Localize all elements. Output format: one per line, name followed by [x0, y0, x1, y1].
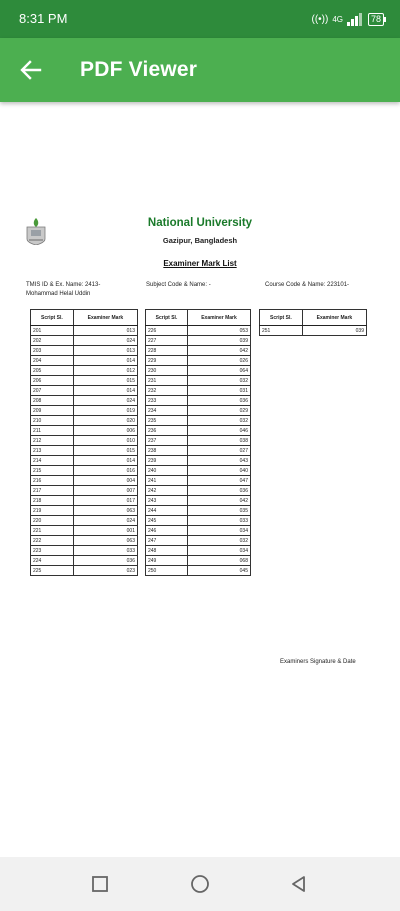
script-serial-cell: 224	[31, 556, 74, 566]
table-row	[31, 526, 138, 536]
examiner-mark-cell: 047	[188, 476, 251, 486]
script-column-header: Script Sl.	[260, 310, 303, 326]
mark-table-1	[30, 309, 138, 576]
examiner-mark-cell: 042	[188, 496, 251, 506]
recents-button[interactable]	[90, 874, 110, 894]
script-serial-cell: 239	[146, 456, 188, 466]
script-serial-cell: 223	[31, 546, 74, 556]
table-row	[146, 536, 251, 546]
table-row	[146, 496, 251, 506]
script-serial-cell: 227	[146, 336, 188, 346]
table-row	[31, 456, 138, 466]
script-serial-cell: 243	[146, 496, 188, 506]
square-icon	[90, 874, 110, 894]
script-serial-cell: 229	[146, 356, 188, 366]
script-serial-cell: 235	[146, 416, 188, 426]
table-row	[146, 386, 251, 396]
examiner-mark-cell: 042	[188, 346, 251, 356]
table-row	[31, 486, 138, 496]
table-row	[31, 516, 138, 526]
table-row	[146, 336, 251, 346]
script-serial-cell: 210	[31, 416, 74, 426]
script-serial-cell: 206	[31, 376, 74, 386]
script-serial-cell: 231	[146, 376, 188, 386]
examiner-mark-cell: 063	[73, 536, 137, 546]
table-row	[146, 436, 251, 446]
script-serial-cell: 216	[31, 476, 74, 486]
script-serial-cell: 241	[146, 476, 188, 486]
script-serial-cell: 226	[146, 326, 188, 336]
signal-icon	[347, 12, 364, 26]
university-location: Gazipur, Bangladesh	[162, 236, 238, 245]
table-row	[31, 356, 138, 366]
table-row	[146, 456, 251, 466]
examiner-info: TMIS ID & Ex. Name: 2413- Mohammad Helal Uddin	[26, 282, 101, 297]
battery-level: 78	[370, 13, 381, 24]
examiner-mark-cell: 063	[73, 506, 137, 516]
table-row	[146, 356, 251, 366]
examiner-mark-cell: 038	[188, 436, 251, 446]
script-serial-cell: 203	[31, 346, 74, 356]
script-serial-cell: 212	[31, 436, 74, 446]
examiner-mark-cell: 064	[188, 366, 251, 376]
mark-table-3	[259, 309, 367, 336]
script-serial-cell: 221	[31, 526, 74, 536]
examiner-mark-cell: 013	[73, 346, 137, 356]
examiner-mark-cell: 006	[73, 426, 137, 436]
table-row	[146, 366, 251, 376]
table-row	[146, 446, 251, 456]
table-row	[31, 416, 138, 426]
nav-back-button[interactable]	[289, 874, 309, 894]
examiner-mark-cell: 024	[73, 336, 137, 346]
table-row	[146, 506, 251, 516]
table-row	[31, 556, 138, 566]
examiner-mark-cell: 039	[302, 326, 366, 336]
examiner-mark-cell: 032	[188, 536, 251, 546]
table-row	[31, 376, 138, 386]
script-serial-cell: 207	[31, 386, 74, 396]
network-type: 4G	[332, 14, 343, 24]
examiner-mark-cell: 024	[73, 396, 137, 406]
examiner-mark-cell: 012	[73, 366, 137, 376]
script-serial-cell: 222	[31, 536, 74, 546]
table-row	[31, 436, 138, 446]
status-bar	[0, 0, 400, 38]
table-row	[146, 486, 251, 496]
script-serial-cell: 248	[146, 546, 188, 556]
script-serial-cell: 208	[31, 396, 74, 406]
examiner-mark-cell: 016	[73, 466, 137, 476]
examiner-mark-cell: 036	[188, 396, 251, 406]
script-serial-cell: 214	[31, 456, 74, 466]
status-time: 8:31 PM	[19, 11, 68, 26]
script-serial-cell: 247	[146, 536, 188, 546]
navigation-bar	[0, 857, 400, 911]
subject-info: Subject Code & Name: -	[146, 282, 211, 288]
script-serial-cell: 230	[146, 366, 188, 376]
table-row	[146, 516, 251, 526]
examiner-mark-cell: 015	[73, 376, 137, 386]
script-serial-cell: 218	[31, 496, 74, 506]
examiner-mark-cell: 036	[188, 486, 251, 496]
script-serial-cell: 249	[146, 556, 188, 566]
examiner-mark-cell: 046	[188, 426, 251, 436]
script-serial-cell: 242	[146, 486, 188, 496]
script-serial-cell: 238	[146, 446, 188, 456]
hotspot-icon: ((•))	[311, 13, 329, 25]
table-row	[31, 446, 138, 456]
table-row	[31, 396, 138, 406]
table-row	[31, 476, 138, 486]
script-serial-cell: 245	[146, 516, 188, 526]
script-serial-cell: 246	[146, 526, 188, 536]
examiner-mark-cell: 017	[73, 496, 137, 506]
examiner-mark-cell: 023	[73, 566, 137, 576]
examiner-mark-cell: 029	[188, 406, 251, 416]
table-row	[260, 326, 367, 336]
table-row	[146, 326, 251, 336]
examiner-mark-cell: 053	[188, 326, 251, 336]
examiner-mark-cell: 033	[188, 516, 251, 526]
table-row	[31, 496, 138, 506]
script-serial-cell: 204	[31, 356, 74, 366]
table-row	[146, 426, 251, 436]
table-row	[31, 336, 138, 346]
script-serial-cell: 219	[31, 506, 74, 516]
table-row	[146, 396, 251, 406]
examiner-signature-label: Examiners Signature & Date	[280, 659, 356, 665]
script-serial-cell: 250	[146, 566, 188, 576]
university-name: National University	[147, 217, 253, 229]
script-serial-cell: 237	[146, 436, 188, 446]
table-row	[146, 556, 251, 566]
table-row	[31, 426, 138, 436]
examiner-mark-cell: 013	[73, 326, 137, 336]
examiner-mark-cell: 036	[73, 556, 137, 566]
mark-column-header: Examiner Mark	[188, 310, 251, 326]
examiner-mark-cell: 004	[73, 476, 137, 486]
table-row	[146, 416, 251, 426]
examiner-mark-cell: 033	[73, 546, 137, 556]
table-row	[31, 406, 138, 416]
examiner-mark-cell: 026	[188, 356, 251, 366]
battery-icon	[368, 13, 384, 26]
arrow-left-icon	[18, 58, 44, 82]
examiner-mark-cell: 032	[188, 416, 251, 426]
document-heading: Examiner Mark List	[163, 259, 237, 268]
table-row	[31, 546, 138, 556]
script-column-header: Script Sl.	[31, 310, 74, 326]
script-serial-cell: 240	[146, 466, 188, 476]
mark-column-header: Examiner Mark	[302, 310, 366, 326]
script-serial-cell: 217	[31, 486, 74, 496]
examiner-mark-cell: 007	[73, 486, 137, 496]
script-serial-cell: 205	[31, 366, 74, 376]
script-serial-cell: 215	[31, 466, 74, 476]
script-column-header: Script Sl.	[146, 310, 188, 326]
examiner-mark-cell: 020	[73, 416, 137, 426]
table-row	[31, 536, 138, 546]
examiner-mark-cell: 015	[73, 446, 137, 456]
mark-column-header: Examiner Mark	[73, 310, 137, 326]
table-header-row	[31, 310, 138, 326]
examiner-mark-cell: 045	[188, 566, 251, 576]
script-serial-cell: 233	[146, 396, 188, 406]
circle-icon	[190, 874, 210, 894]
triangle-back-icon	[289, 874, 309, 894]
examiner-mark-cell: 027	[188, 446, 251, 456]
script-serial-cell: 236	[146, 426, 188, 436]
table-row	[146, 476, 251, 486]
examiner-mark-cell: 040	[188, 466, 251, 476]
table-row	[146, 406, 251, 416]
back-arrow-button[interactable]	[18, 58, 44, 82]
script-serial-cell: 209	[31, 406, 74, 416]
examiner-mark-cell: 031	[188, 386, 251, 396]
examiner-mark-cell: 039	[188, 336, 251, 346]
table-row	[146, 466, 251, 476]
table-row	[31, 346, 138, 356]
examiner-mark-cell: 019	[73, 406, 137, 416]
examiner-mark-cell: 043	[188, 456, 251, 466]
status-icons	[311, 10, 384, 28]
examiner-mark-cell: 014	[73, 386, 137, 396]
script-serial-cell: 202	[31, 336, 74, 346]
table-row	[146, 346, 251, 356]
table-row	[31, 326, 138, 336]
script-serial-cell: 232	[146, 386, 188, 396]
app-title: PDF Viewer	[80, 58, 198, 81]
examiner-mark-cell: 034	[188, 546, 251, 556]
table-row	[146, 526, 251, 536]
app-bar	[0, 38, 400, 102]
mark-table-2	[145, 309, 251, 576]
script-serial-cell: 251	[260, 326, 303, 336]
script-serial-cell: 220	[31, 516, 74, 526]
table-header-row	[146, 310, 251, 326]
script-serial-cell: 228	[146, 346, 188, 356]
examiner-mark-cell: 010	[73, 436, 137, 446]
script-serial-cell: 234	[146, 406, 188, 416]
examiner-mark-cell: 014	[73, 456, 137, 466]
examiner-mark-cell: 034	[188, 526, 251, 536]
table-row	[31, 466, 138, 476]
table-row	[146, 566, 251, 576]
table-row	[31, 366, 138, 376]
course-info: Course Code & Name: 223101-	[265, 282, 350, 288]
table-header-row	[260, 310, 367, 326]
examiner-mark-cell: 024	[73, 516, 137, 526]
examiner-mark-cell: 068	[188, 556, 251, 566]
table-row	[31, 566, 138, 576]
pdf-page[interactable]	[16, 205, 384, 670]
examiner-mark-cell: 001	[73, 526, 137, 536]
script-serial-cell: 201	[31, 326, 74, 336]
examiner-mark-cell: 014	[73, 356, 137, 366]
script-serial-cell: 211	[31, 426, 74, 436]
table-row	[146, 376, 251, 386]
table-row	[31, 386, 138, 396]
home-button[interactable]	[190, 874, 210, 894]
script-serial-cell: 213	[31, 446, 74, 456]
script-serial-cell: 244	[146, 506, 188, 516]
script-serial-cell: 225	[31, 566, 74, 576]
examiner-mark-cell: 035	[188, 506, 251, 516]
table-row	[146, 546, 251, 556]
table-row	[31, 506, 138, 516]
examiner-mark-cell: 032	[188, 376, 251, 386]
